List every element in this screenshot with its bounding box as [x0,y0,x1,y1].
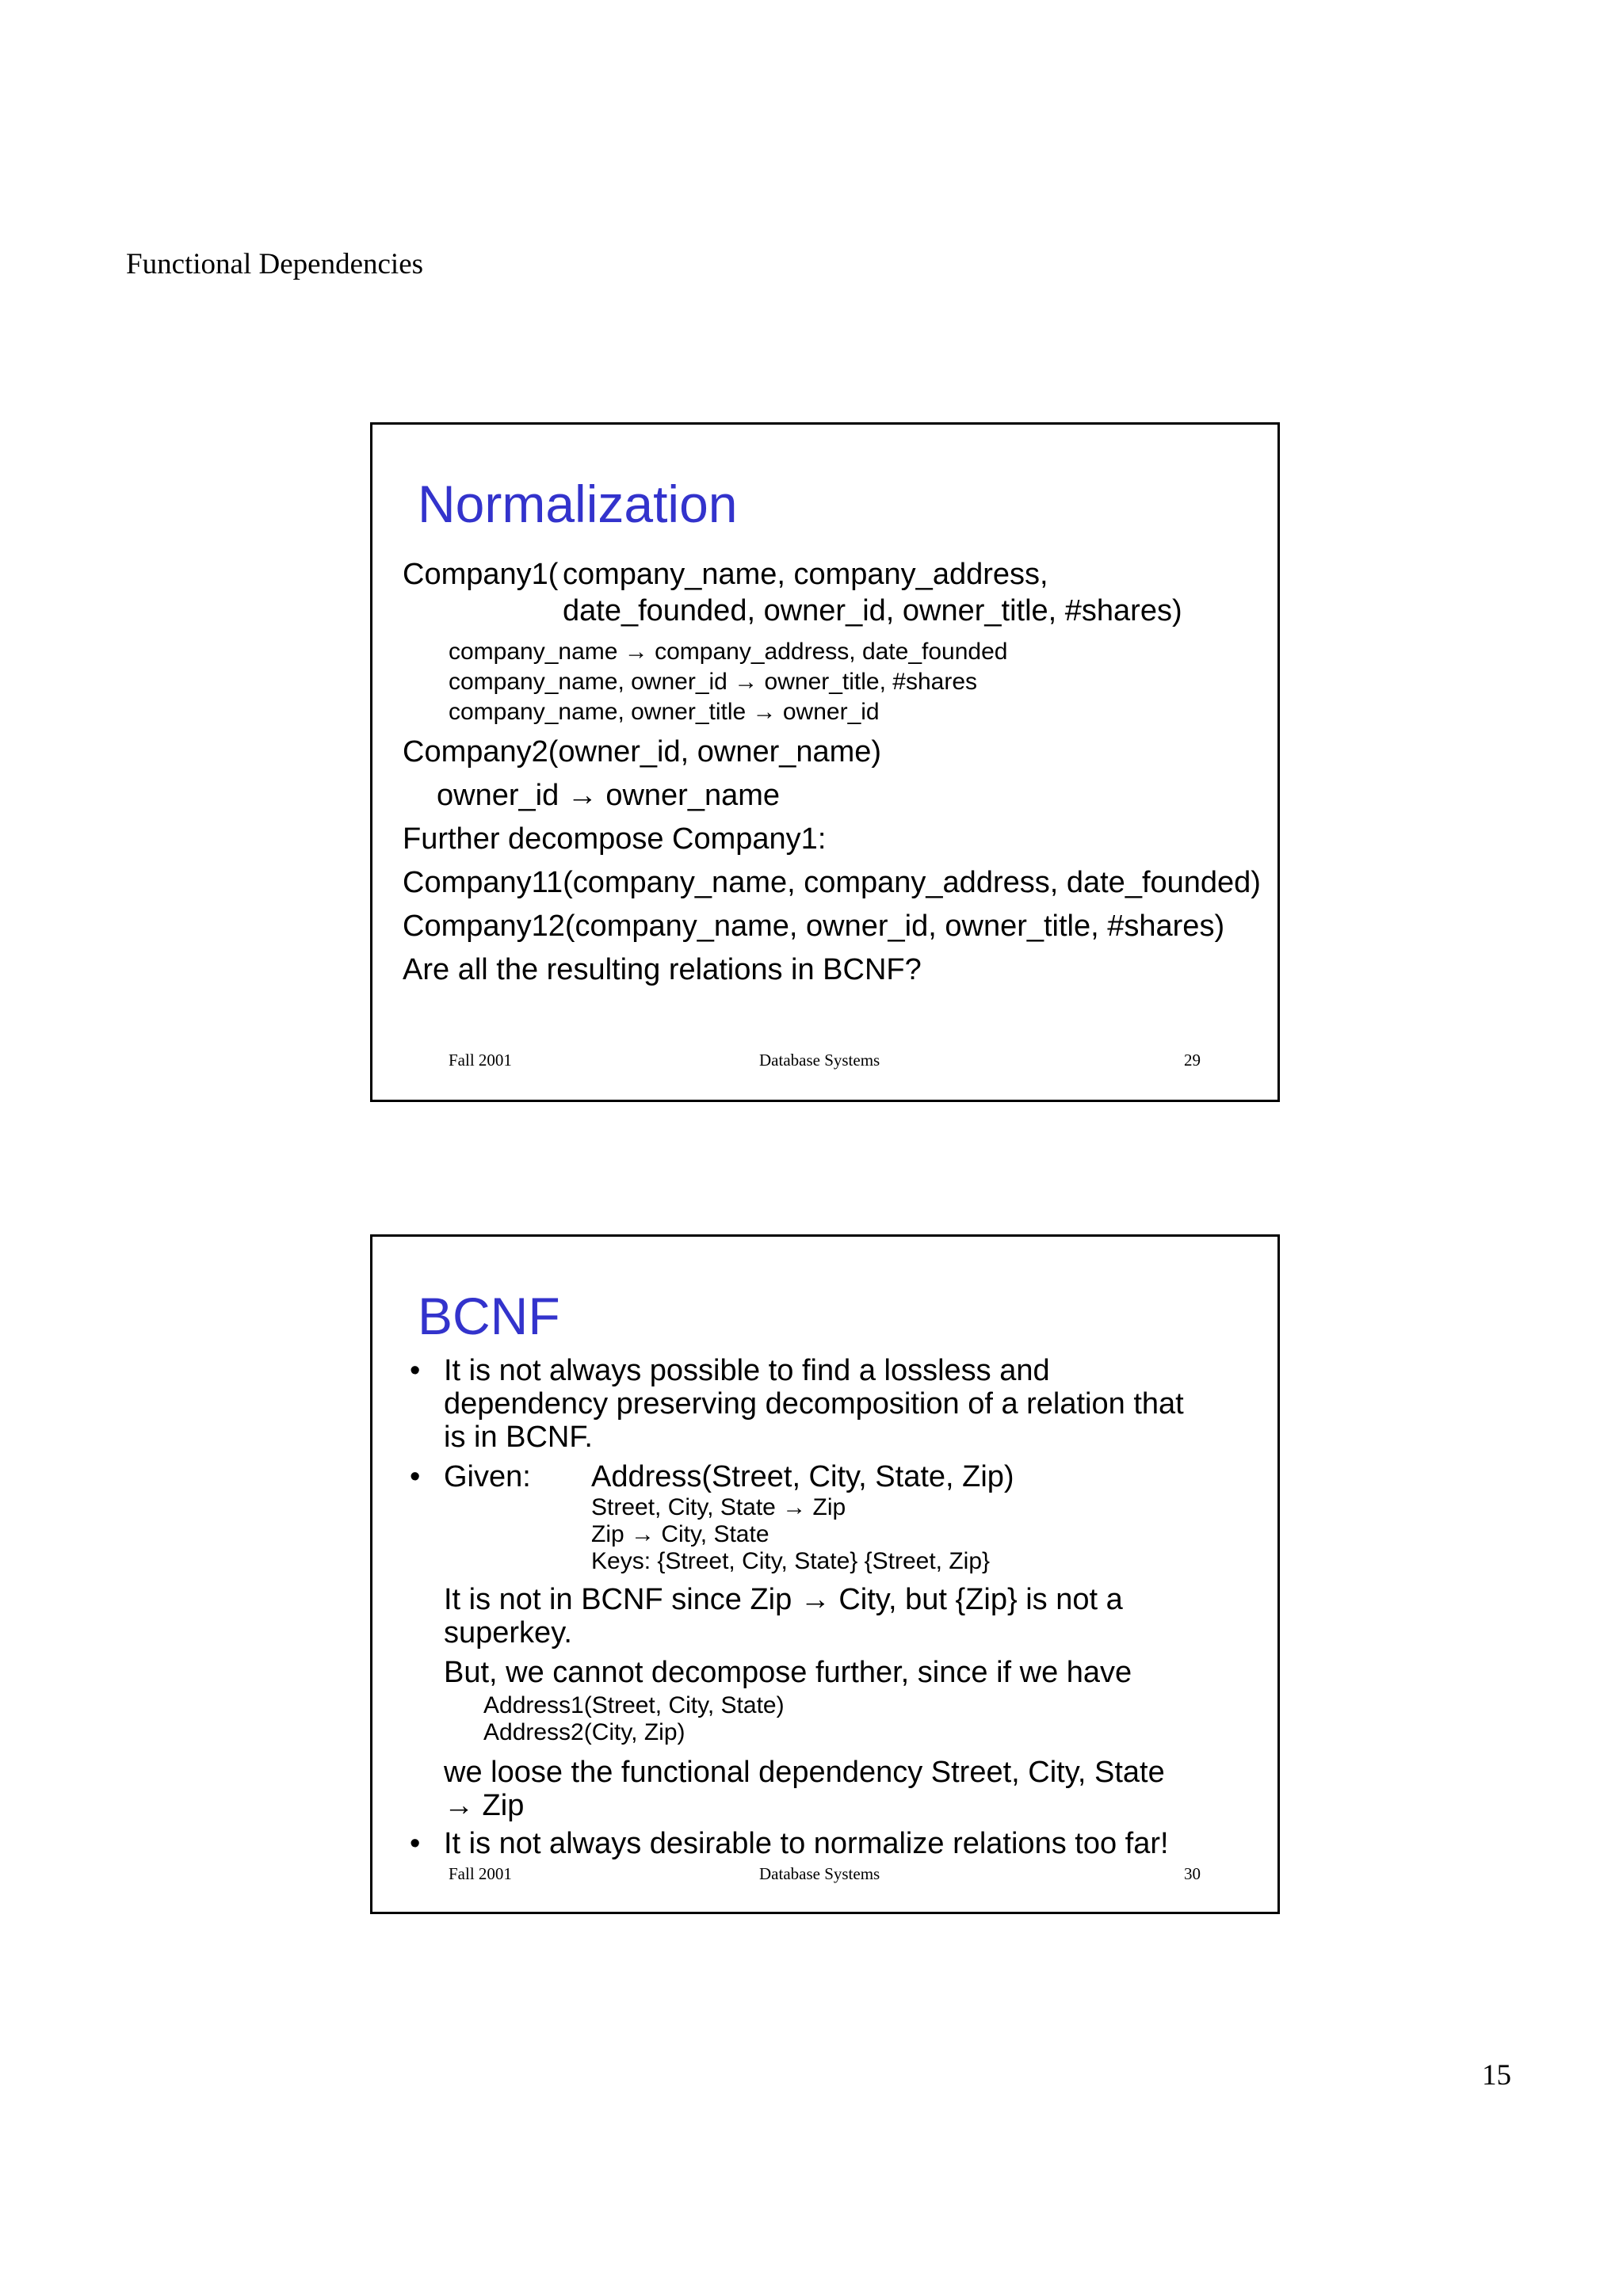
footer-slide-number: 29 [1184,1051,1201,1070]
slide-bcnf [370,1234,1280,1914]
slide-title: BCNF [418,1287,560,1345]
footer-course: Database Systems [759,1051,880,1070]
keys-line: Keys: {Street, City, State} {Street, Zip} [591,1548,991,1574]
text-line: → Zip [444,1789,525,1822]
slide-title: Normalization [418,475,738,533]
fd-line: Zip → City, State [591,1521,769,1547]
relation-line: Address2(City, Zip) [483,1719,685,1745]
fd-line: company_name, owner_title → owner_id [449,699,880,725]
relation-line: Company11(company_name, company_address, date_founded) [403,866,1261,899]
footer-date: Fall 2001 [449,1051,512,1070]
relation-line: Company12(company_name, owner_id, owner_title, #shares) [403,910,1225,943]
bullet-text: is in BCNF. [444,1421,593,1454]
fd-line: owner_id → owner_name [437,779,781,812]
fd-line: company_name, owner_id → owner_title, #shares [449,669,978,695]
text-line: But, we cannot decompose further, since if we have [444,1656,1132,1689]
text-line: Further decompose Company1: [403,822,827,856]
bullet-icon: • [410,1460,421,1493]
given-label: Given: [444,1460,531,1493]
slide-normalization [370,422,1280,1102]
bullet-text: It is not always possible to find a lossless and [444,1354,1050,1387]
footer-slide-number: 30 [1184,1864,1201,1883]
footer-course: Database Systems [759,1864,880,1883]
relation-line: Company2(owner_id, owner_name) [403,735,882,769]
relation-line: Company1( [403,558,559,591]
question-line: Are all the resulting relations in BCNF? [403,953,922,986]
page-number: 15 [1482,2059,1511,2092]
relation-line: company_name, company_address, [563,558,1048,591]
given-relation: Address(Street, City, State, Zip) [591,1460,1014,1493]
bullet-text: dependency preserving decomposition of a relation that [444,1387,1184,1421]
page-header: Functional Dependencies [126,248,424,280]
bullet-text: It is not always desirable to normalize relations too far! [444,1827,1169,1860]
relation-line: date_founded, owner_id, owner_title, #shares) [563,594,1182,627]
text-line: superkey. [444,1616,572,1650]
bullet-icon: • [410,1354,421,1387]
bullet-icon: • [410,1827,421,1860]
relation-line: Address1(Street, City, State) [483,1692,785,1718]
fd-line: company_name → company_address, date_founded [449,639,1008,665]
text-line: we loose the functional dependency Street, City, State [444,1756,1165,1789]
footer-date: Fall 2001 [449,1864,512,1883]
fd-line: Street, City, State → Zip [591,1494,846,1520]
text-line: It is not in BCNF since Zip → City, but {Zip} is not a [444,1583,1123,1616]
